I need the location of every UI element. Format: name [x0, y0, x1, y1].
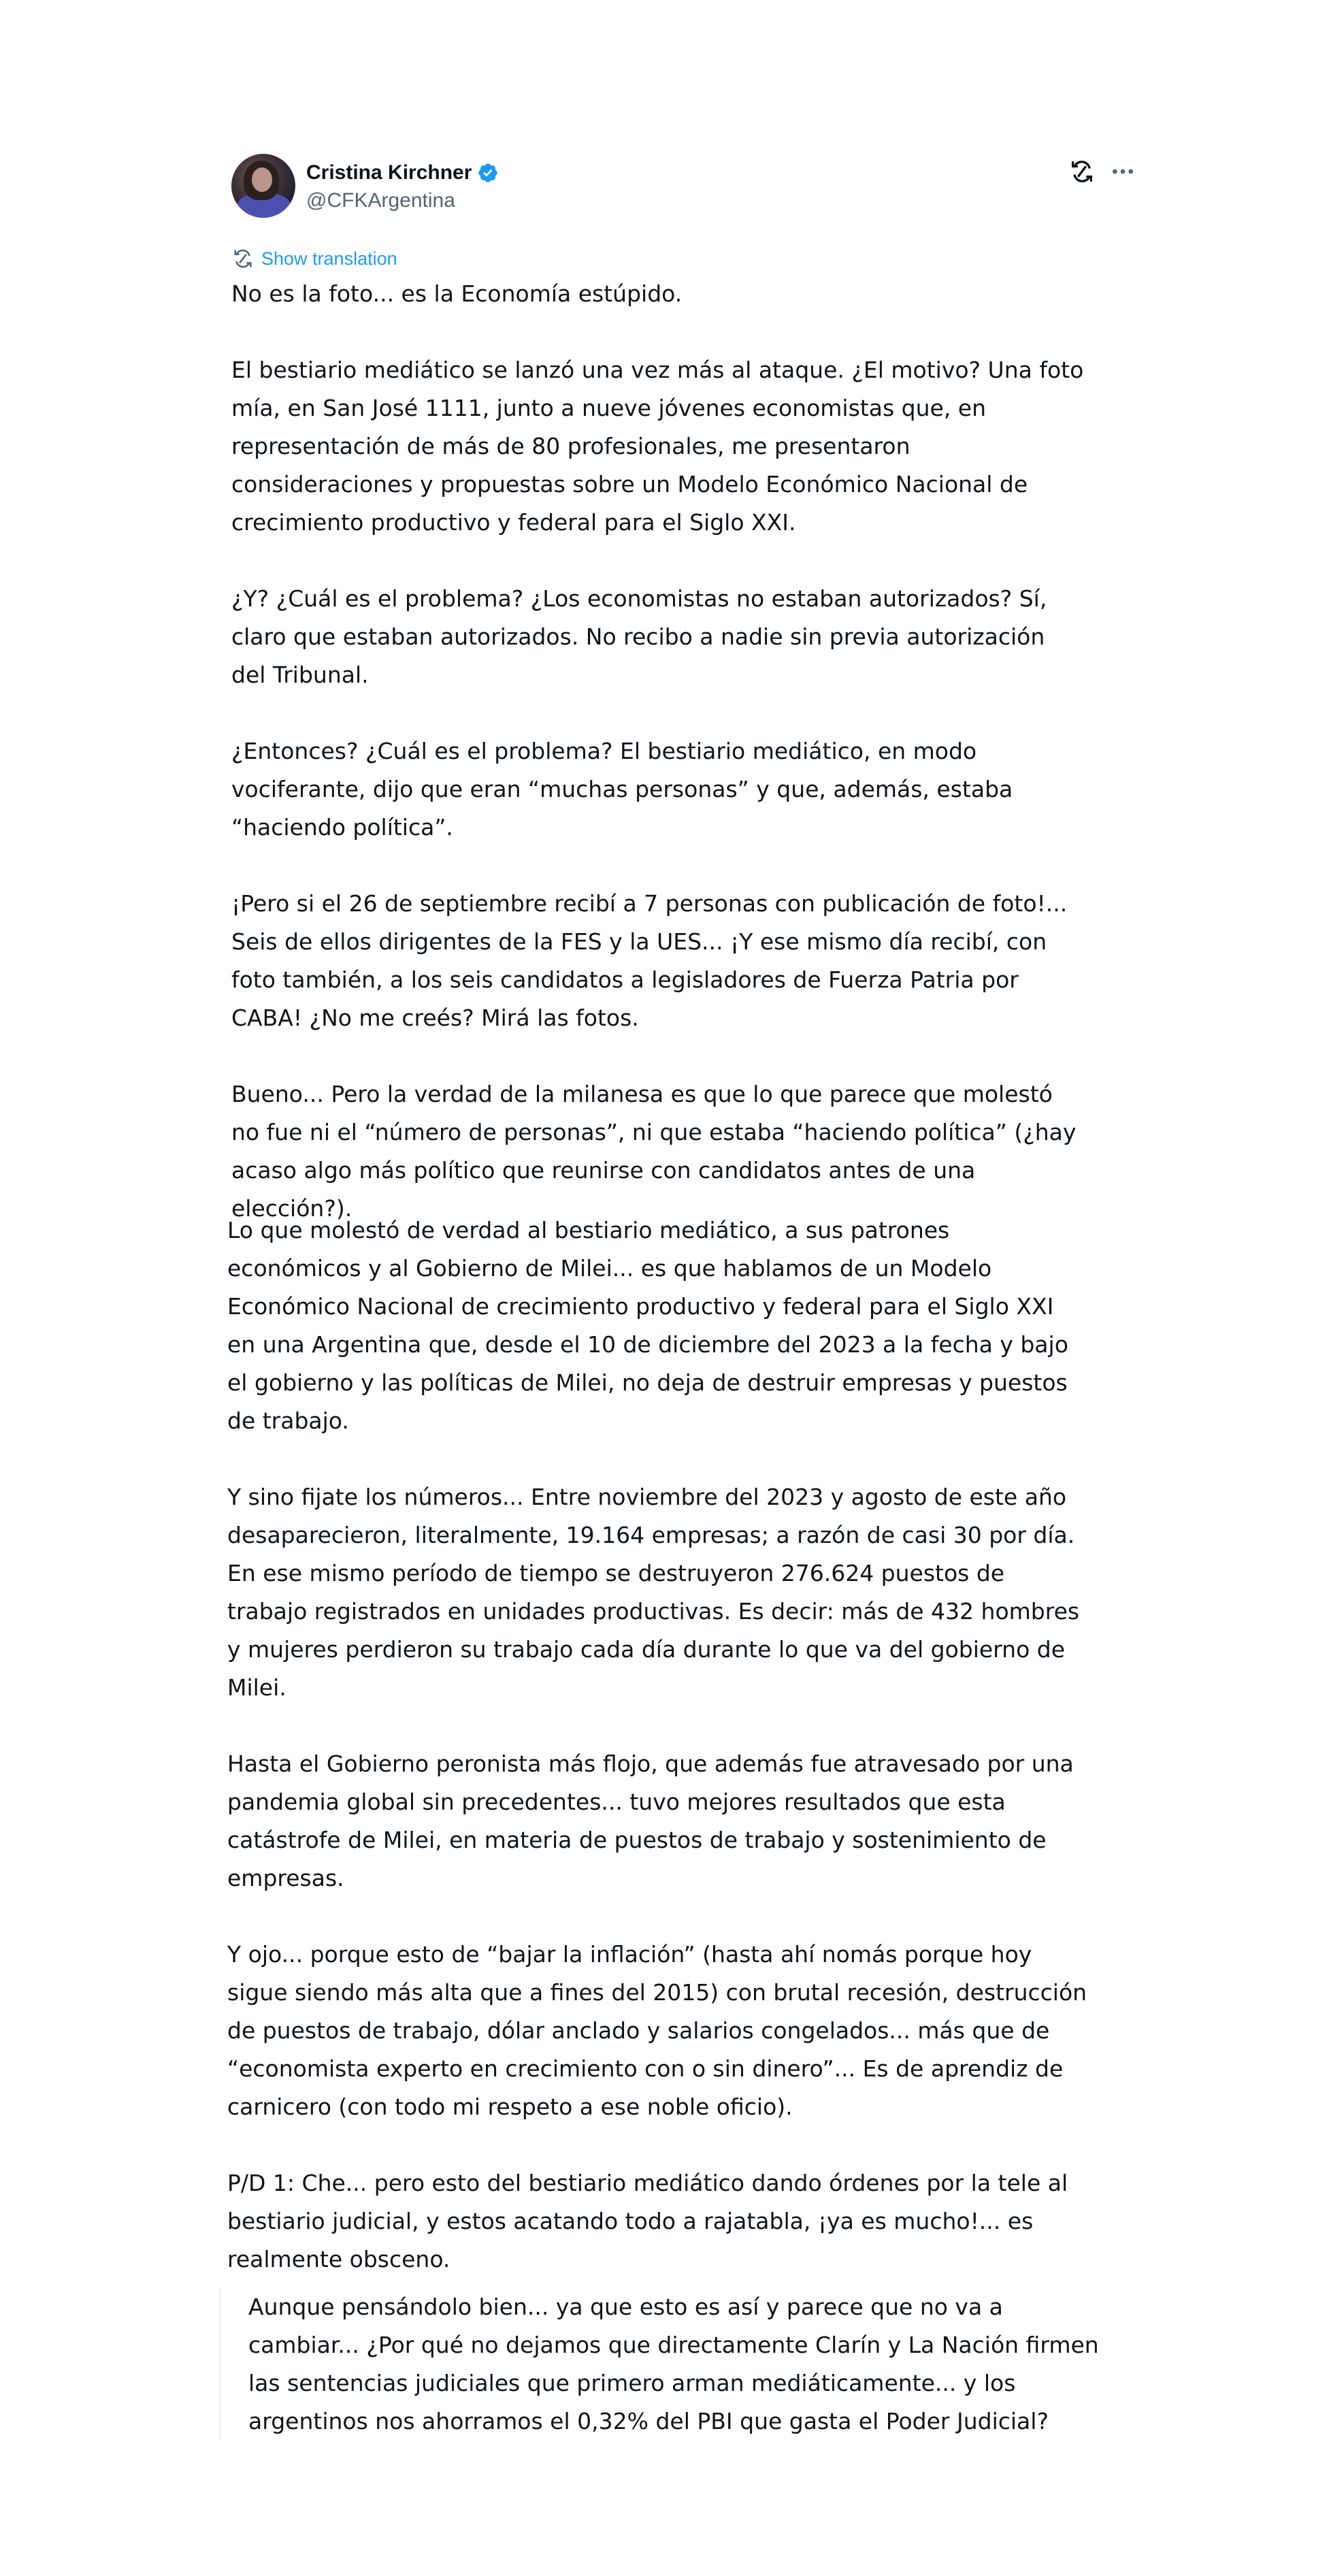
translate-icon — [231, 247, 255, 270]
paragraph: P/D 1: Che... pero esto del bestiario mediático dando órdenes por la tele al bestiario judicial, y estos acatando todo a rajatabla, ¡ya es mucho!... es realmente obsceno. — [227, 2170, 1068, 2272]
paragraph: Y ojo... porque esto de “bajar la inflación” (hasta ahí nomás porque hoy sigue siendo más alta que a fines del 2015) con brutal recesión, destrucción de puestos de trabajo, dólar anclado y salarios congelados... más que de “economista experto en crecimiento con o sin dinero”... Es de aprendiz de carnicero (con todo mi respeto a ese noble oficio). — [227, 1941, 1087, 2120]
paragraph: El bestiario mediático se lanzó una vez más al ataque. ¿El motivo? Una foto mía, en San José 1111, junto a nueve jóvenes economistas que, en representación de más de 80 profesionales, me presentaron consideraciones y propuestas sobre un Modelo Económico Nacional de crecimiento productivo y federal para el Siglo XXI. — [231, 357, 1084, 536]
header-actions — [1068, 158, 1136, 185]
paragraph: Aunque pensándolo bien... ya que esto es así y parece que no va a cambiar... ¿Por qué no dejamos que directamente Clarín y La Nación firmen las sentencias judiciales que primero arman mediáticamente... y los argentinos nos ahorramos el 0,32% del PBI que gasta el Poder Judicial? — [248, 2294, 1099, 2434]
show-translation-label[interactable]: Show translation — [261, 248, 397, 269]
translate-icon[interactable] — [1068, 158, 1096, 185]
paragraph: Y sino fijate los números... Entre noviembre del 2023 y agosto de este año desaparecieron, literalmente, 19.164 empresas; a razón de casi 30 por día. En ese mismo período de tiempo se destruyeron 276.624 puestos de trabajo registrados en unidades productivas. Es decir: más de 432 hombres y mujeres perdieron su trabajo cada día durante lo que va del gobierno de Milei. — [227, 1484, 1080, 1701]
tweet-continuation — [227, 1211, 1146, 2279]
quoted-text — [219, 2288, 1187, 2441]
display-name[interactable]: Cristina Kirchner — [306, 161, 472, 184]
paragraph: ¡Pero si el 26 de septiembre recibí a 7 personas con publicación de foto!... Seis de ellos dirigentes de la FES y la UES... ¡Y ese mismo día recibí, con foto también, a los seis candidatos a legisladores de Fuerza Patria por CABA! ¿No me creés? Mirá las fotos. — [231, 890, 1068, 1031]
tweet — [231, 148, 1136, 1228]
paragraph: ¿Y? ¿Cuál es el problema? ¿Los economistas no estaban autorizados? Sí, claro que estaban autorizados. No recibo a nadie sin previa autorización del Tribunal. — [231, 585, 1047, 688]
verified-badge-icon — [477, 162, 499, 184]
more-icon[interactable] — [1109, 158, 1136, 185]
paragraph: Bueno... Pero la verdad de la milanesa es que lo que parece que molestó no fue ni el “número de personas”, ni que estaba “haciendo política” (¿hay acaso algo más político que reunirse con candidatos antes de una elección?). — [231, 1081, 1077, 1222]
tweet-text — [231, 275, 1136, 1228]
handle[interactable]: @CFKArgentina — [306, 189, 455, 212]
paragraph: ¿Entonces? ¿Cuál es el problema? El bestiario mediático, en modo vociferante, dijo que eran “muchas personas” y que, además, estaba “haciendo política”. — [231, 738, 1013, 841]
avatar[interactable] — [231, 154, 295, 218]
paragraph: Hasta el Gobierno peronista más flojo, que además fue atravesado por una pandemia global sin precedentes... tuvo mejores resultados que esta catástrofe de Milei, en materia de puestos de trabajo y sostenimiento de empresas. — [227, 1750, 1074, 1891]
show-translation-link[interactable] — [231, 245, 1136, 272]
paragraph: Lo que molestó de verdad al bestiario mediático, a sus patrones económicos y al Gobierno de Milei... es que hablamos de un Modelo Económico Nacional de crecimiento productivo y federal para el Siglo XXI en una Argentina que, desde el 10 de diciembre del 2023 a la fecha y bajo el gobierno y las políticas de Milei, no deja de destruir empresas y puestos de trabajo. — [227, 1217, 1068, 1434]
tweet-header — [231, 148, 1136, 225]
paragraph: No es la foto... es la Economía estúpido. — [231, 280, 683, 307]
author-info[interactable] — [306, 159, 499, 212]
